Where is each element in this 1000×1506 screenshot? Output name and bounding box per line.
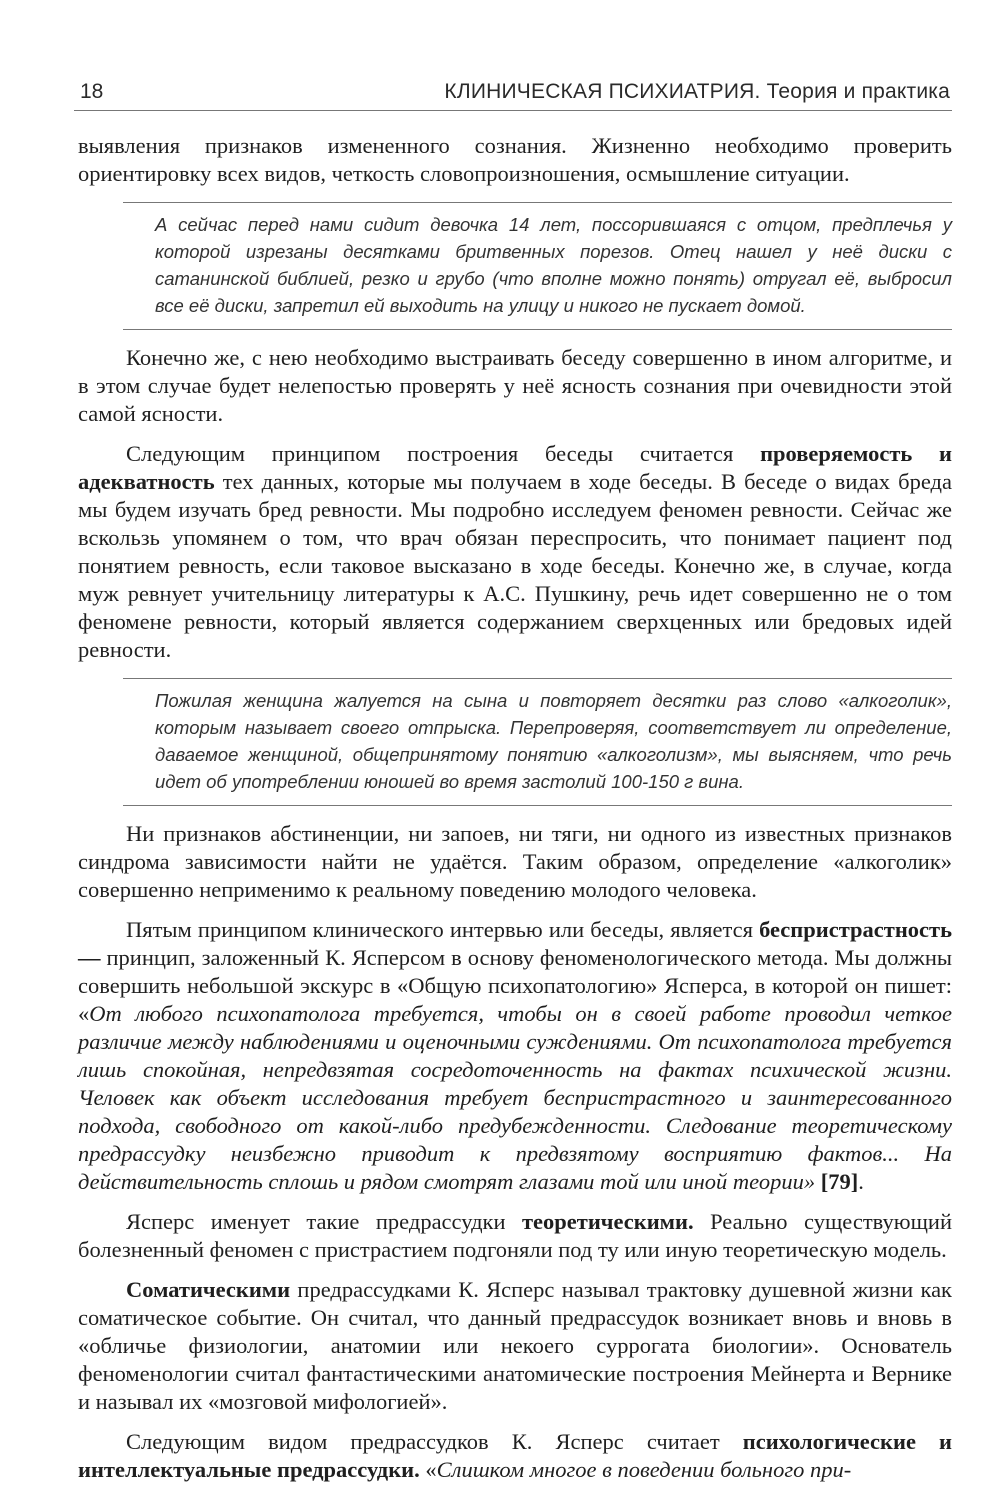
jaspers-quote: От любого психопатолога требуется, чтобы он в своей работе проводил четкое различие между наблюдениями и оценочными суждениями. От психопатолога требуется лишь спокойная, непредвзятая сосредоточенность на фактах психической жизни. Человек как объект исследования требует беспристрастного и заинтересованного подхода, свободного от какой-либо предубежденности. Следование теоретическому предрассудку неизбежно приводит к предвзятому восприятию фактов... На действительность сплошь и рядом смотрят глазами той или иной теории» [78,1001,952,1194]
case-note-2 [123,678,952,806]
case-note-1 [123,202,952,330]
paragraph-1: выявления признаков измененного сознания. Жизненно необходимо проверить ориентировку всех видов, четкость словопроизношения, осмышление ситуации. [78,133,952,186]
paragraph-7: Соматическими предрассудками К. Ясперс называл трактовку душевной жизни как соматическое событие. Он считал, что данный предрассудок возникает вновь и вновь в «обличье физиологии, анатомии или некоего суррогата биологии». Основатель феноменологии считал фантастическими анатомические построения Мейнерта и Вернике и называл их «мозговой мифологией». [78,1277,952,1414]
term-psychological: психологические и интеллектуальные предрассудки. [78,1429,952,1482]
paragraph-6: Ясперс именует такие предрассудки теоретическими. Реально существующий болезненный феномен с пристрастием подгоняли под ту или иную теоретическую модель. [78,1209,952,1262]
citation-ref: [79] [815,1169,859,1194]
case-note-2-text: Пожилая женщина жалуется на сына и повторяет десятки раз слово «алкоголик», которым называет своего отпрыска. Перепроверяя, соответствует ли определение, даваемое женщиной, общепринятому понятию «алкоголизм», мы выясняем, что речь идет об употреблении юношей во время застолий 100-150 г вина. [155,690,952,792]
paragraph-8: Следующим видом предрассудков К. Ясперс считает психологические и интеллектуальные предрассудки. «Слишком многое в поведении больного при- [78,1429,952,1482]
term-impartiality: беспристрастность — [78,917,952,970]
case-note-1-text: А сейчас перед нами сидит девочка 14 лет, поссорившаяся с отцом, предплечья у которой изрезаны десятками бритвенных порезов. Отец нашел у неё диски с сатанинской библией, резко и грубо (что вполне можно понять) отругал её, выбросил все её диски, запретил ей выходить на улицу и никого не пускает домой. [155,214,952,316]
paragraph-3: Следующим принципом построения беседы считается проверяемость и адекватность тех данных, которые мы получаем в ходе беседы. В беседе о видах бреда мы будем изучать бред ревности. Мы подробно исследуем феномен ревности. Сейчас же вскользь упомянем о том, что врач обязан переспросить, что понимает пациент под понятием ревность, если таковое высказано в ходе беседы. Конечно же, в случае, когда муж ревнует учительницу литературы к А.С. Пушкину, речь идет совершенно не о том феномене ревности, который является содержанием сверхценных или бредовых идей ревности. [78,441,952,662]
paragraph-2: Конечно же, с нею необходимо выстраивать беседу совершенно в ином алгоритме, и в этом случае будет нелепостью проверять у неё ясность сознания при очевидности этой самой ясности. [78,345,952,426]
running-title: КЛИНИЧЕСКАЯ ПСИХИАТРИЯ. Теория и практика [444,80,950,103]
page-body [78,132,952,1484]
paragraph-5: Пятым принципом клинического интервью или беседы, является беспристрастность — принцип, заложенный К. Ясперсом в основу феноменологического метода. Мы должны совершить небольшой экскурс в «Общую психопатологию» Ясперса, в которой он пишет: «От любого психопатолога требуется, чтобы он в своей работе проводил четкое различие между наблюдениями и оценочными суждениями. От психопатолога требуется лишь спокойная, непредвзятая сосредоточенность на фактах психической жизни. Человек как объект исследования требует беспристрастного и заинтересованного подхода, свободного от какой-либо предубежденности. Следование теоретическому предрассудку неизбежно приводит к предвзятому восприятию фактов... На действительность сплошь и рядом смотрят глазами той или иной теории» [79]. [78,917,952,1194]
term-verifiability: проверяемость и адекватность [78,441,952,494]
page-number: 18 [80,80,104,103]
term-somatic: Соматическими [126,1277,291,1302]
paragraph-4: Ни признаков абстиненции, ни запоев, ни тяги, ни одного из известных признаков синдрома зависимости найти не удаётся. Таким образом, определение «алкоголик» совершенно неприменимо к реальному поведению молодого человека. [78,821,952,902]
quote-start: Слишком многое в поведении больного при- [436,1457,852,1482]
term-theoretical: теоретическими. [522,1209,694,1234]
running-header [74,68,952,111]
